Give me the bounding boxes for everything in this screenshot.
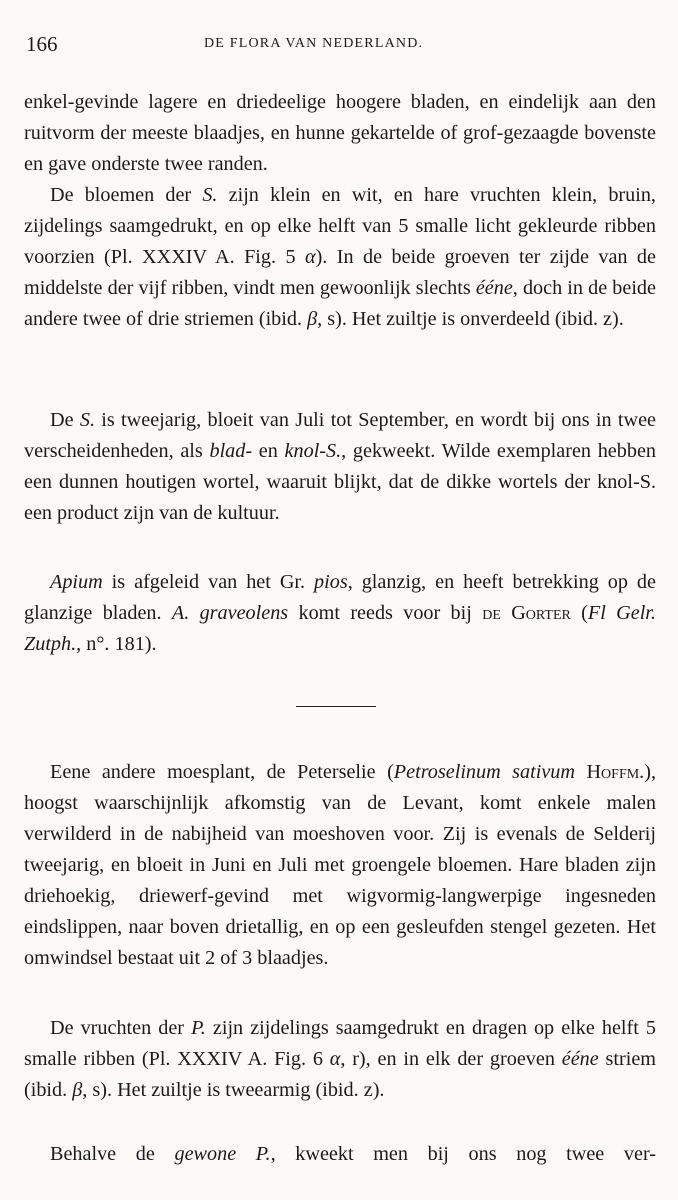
text-run: ), hoogst waarschijnlijk afkomstig van de Levant, komt enkele malen verwilderd in de nabijheid van moeshoven voor. Zij is evenals de Selderij tweejarig, en bloeit in Juni en Juli met groengele bloemen. Hare bladen zijn driehoekig, driewerf-gevind met wigvormig-langwerpige ingesneden eindslippen, naar boven drietallig, en op een gesleufden stengel gezeten. Het omwindsel bestaat uit 2 of 3 blaadjes. [24, 761, 657, 969]
text-run: De bloemen der [50, 184, 203, 206]
page-header [26, 32, 656, 60]
text-run: , n°. 181). [76, 633, 157, 655]
text-run: is afgeleid van het Gr. [102, 571, 315, 593]
text-run: Eene andere moesplant, de Peterselie ( [50, 761, 394, 783]
text-run: striem (ibid. [24, 1048, 656, 1101]
genus-name: Apium [50, 571, 103, 593]
page-number: 166 [26, 32, 58, 56]
text-run: , s). Het zuiltje is tweearmig (ibid. z). [82, 1079, 385, 1101]
text-run: is tweejarig, bloeit van Juli tot September, en wordt bij ons in twee verscheidenheden, als [24, 409, 656, 462]
text-run: zijn klein en wit, en hare vruchten klein, bruin, zijdelings saamgedrukt, en op elke helft van 5 smalle licht gekleurde ribben voorzien (Pl. XXXIV A. Fig. 5 [24, 184, 656, 268]
text-run: komt reeds voor bij [288, 602, 483, 624]
paragraph [24, 1139, 656, 1170]
paragraph [24, 757, 656, 974]
paragraph [24, 87, 656, 180]
figure-label: β [307, 308, 318, 330]
text-run: en [252, 440, 285, 462]
paragraph [24, 1013, 656, 1106]
text-run: ). In de beide groeven ter zijde van de middelste der vijf ribben, vindt men gewoonlijk slechts [24, 246, 656, 299]
author-name: Hoffm. [586, 761, 645, 783]
genus-abbrev: P. [191, 1017, 206, 1039]
paragraph [24, 180, 656, 335]
variety-name: blad- [209, 440, 253, 462]
text-run: , kweekt men bij ons nog twee ver- [270, 1143, 656, 1165]
running-title: DE FLORA VAN NEDERLAND. [204, 36, 424, 51]
text-run: , glanzig, en heeft betrekking op de glanzige bladen. [24, 571, 656, 624]
figure-label: α [304, 246, 316, 268]
variety-name: gewone P. [174, 1143, 271, 1165]
emphasis: éénе [561, 1048, 599, 1070]
text-run: Behalve de [50, 1143, 175, 1165]
citation-title: Fl Gelr. Zutph. [24, 602, 656, 655]
text-run: De [50, 409, 80, 431]
paragraph-text: enkel-gevinde lagere en driedeelige hoogere bladen, en eindelijk aan den ruitvorm der meeste blaadjes, en hunne gekartelde of grof-gezaagde bovenste en gave onderste twee randen. [24, 91, 656, 175]
paragraph [24, 567, 656, 660]
section-divider [296, 706, 376, 707]
emphasis: éénе [475, 277, 513, 299]
text-run: , r), en in elk der groeven [340, 1048, 562, 1070]
text-run: , doch in de beide andere twee of drie striemen (ibid. [24, 277, 656, 330]
paragraph [24, 405, 656, 529]
author-name: Gorter [511, 602, 571, 624]
species-name: A. graveolens [171, 602, 289, 624]
author-name: de [482, 602, 512, 624]
figure-label: α [329, 1048, 341, 1070]
text-run: zijn zijdelings saamgedrukt en dragen op elke helft 5 smalle ribben (Pl. XXXIV A. Fig. 6 [24, 1017, 656, 1070]
variety-name: knol-S. [284, 440, 342, 462]
species-name: Petroselinum sativum [393, 761, 575, 783]
greek-word: pios [314, 571, 348, 593]
text-run: , gekweekt. Wilde exemplaren hebben een dunnen houtigen wortel, waaruit blijkt, dat de dikke wortels der knol-S. een product zijn van de kultuur. [24, 440, 656, 524]
text-run: ( [570, 602, 588, 624]
genus-abbrev: S. [202, 184, 218, 206]
genus-abbrev: S. [79, 409, 95, 431]
text-run: , s). Het zuiltje is onverdeeld (ibid. z). [317, 308, 624, 330]
figure-label: β [72, 1079, 83, 1101]
text-run: De vruchten der [50, 1017, 192, 1039]
